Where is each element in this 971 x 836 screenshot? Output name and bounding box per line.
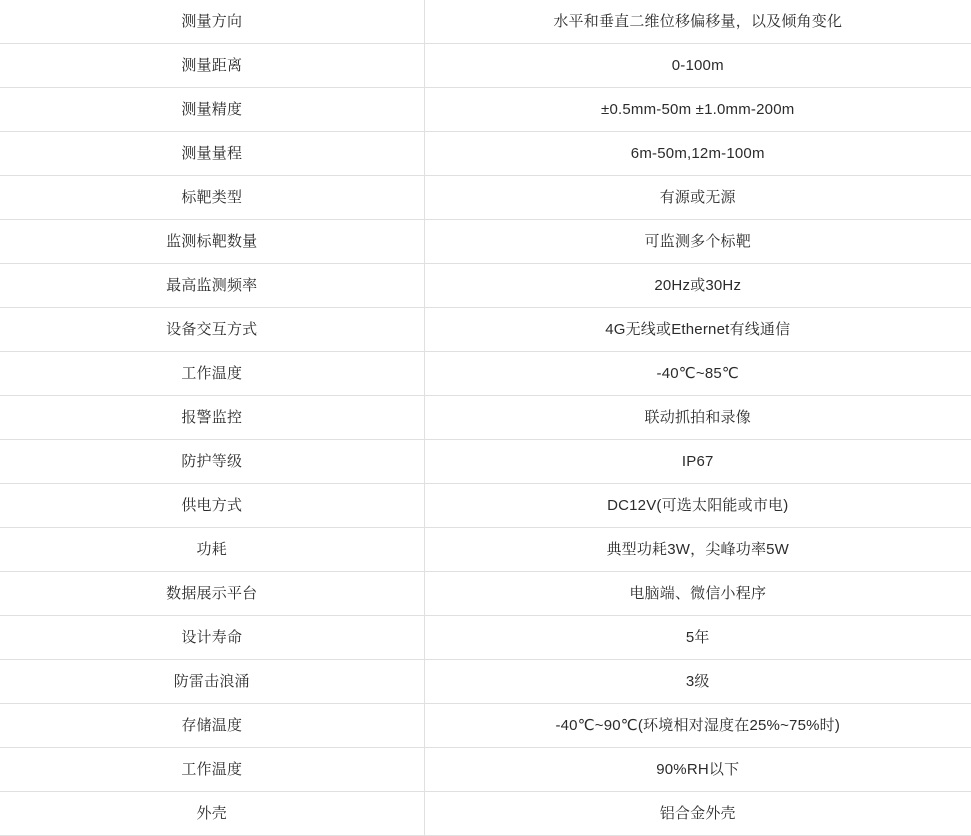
spec-label: 报警监控 [0,396,424,440]
table-row [0,44,971,88]
spec-value: ±0.5mm-50m ±1.0mm-200m [424,88,971,132]
spec-value: 20Hz或30Hz [424,264,971,308]
table-row [0,396,971,440]
spec-value: 电脑端、微信小程序 [424,572,971,616]
table-row [0,792,971,836]
spec-value: 水平和垂直二维位移偏移量，以及倾角变化 [424,0,971,44]
spec-value: 典型功耗3W，尖峰功率5W [424,528,971,572]
spec-label: 测量量程 [0,132,424,176]
table-row [0,352,971,396]
spec-value: 0-100m [424,44,971,88]
table-row [0,176,971,220]
spec-label: 最高监测频率 [0,264,424,308]
spec-value: -40℃~85℃ [424,352,971,396]
spec-label: 标靶类型 [0,176,424,220]
spec-value: 3级 [424,660,971,704]
spec-label: 设备交互方式 [0,308,424,352]
table-row [0,704,971,748]
table-row [0,264,971,308]
spec-label: 工作温度 [0,748,424,792]
spec-value: IP67 [424,440,971,484]
table-row [0,440,971,484]
spec-label: 测量距离 [0,44,424,88]
spec-value: 铝合金外壳 [424,792,971,836]
spec-label: 设计寿命 [0,616,424,660]
table-row [0,132,971,176]
spec-label: 监测标靶数量 [0,220,424,264]
spec-label: 外壳 [0,792,424,836]
spec-label: 工作温度 [0,352,424,396]
spec-label: 测量精度 [0,88,424,132]
spec-label: 防护等级 [0,440,424,484]
spec-label: 功耗 [0,528,424,572]
spec-label: 防雷击浪涌 [0,660,424,704]
spec-value: DC12V(可选太阳能或市电) [424,484,971,528]
spec-value: 6m-50m,12m-100m [424,132,971,176]
table-row [0,616,971,660]
spec-label: 供电方式 [0,484,424,528]
spec-value: -40℃~90℃(环境相对湿度在25%~75%时) [424,704,971,748]
table-row [0,88,971,132]
spec-value: 90%RH以下 [424,748,971,792]
spec-value: 联动抓拍和录像 [424,396,971,440]
table-row [0,660,971,704]
spec-value: 5年 [424,616,971,660]
spec-label: 测量方向 [0,0,424,44]
table-row [0,528,971,572]
table-row [0,572,971,616]
table-row [0,220,971,264]
spec-label: 存储温度 [0,704,424,748]
spec-value: 4G无线或Ethernet有线通信 [424,308,971,352]
spec-value: 有源或无源 [424,176,971,220]
table-row [0,308,971,352]
spec-label: 数据展示平台 [0,572,424,616]
table-row [0,748,971,792]
table-row [0,0,971,44]
spec-value: 可监测多个标靶 [424,220,971,264]
table-row [0,484,971,528]
